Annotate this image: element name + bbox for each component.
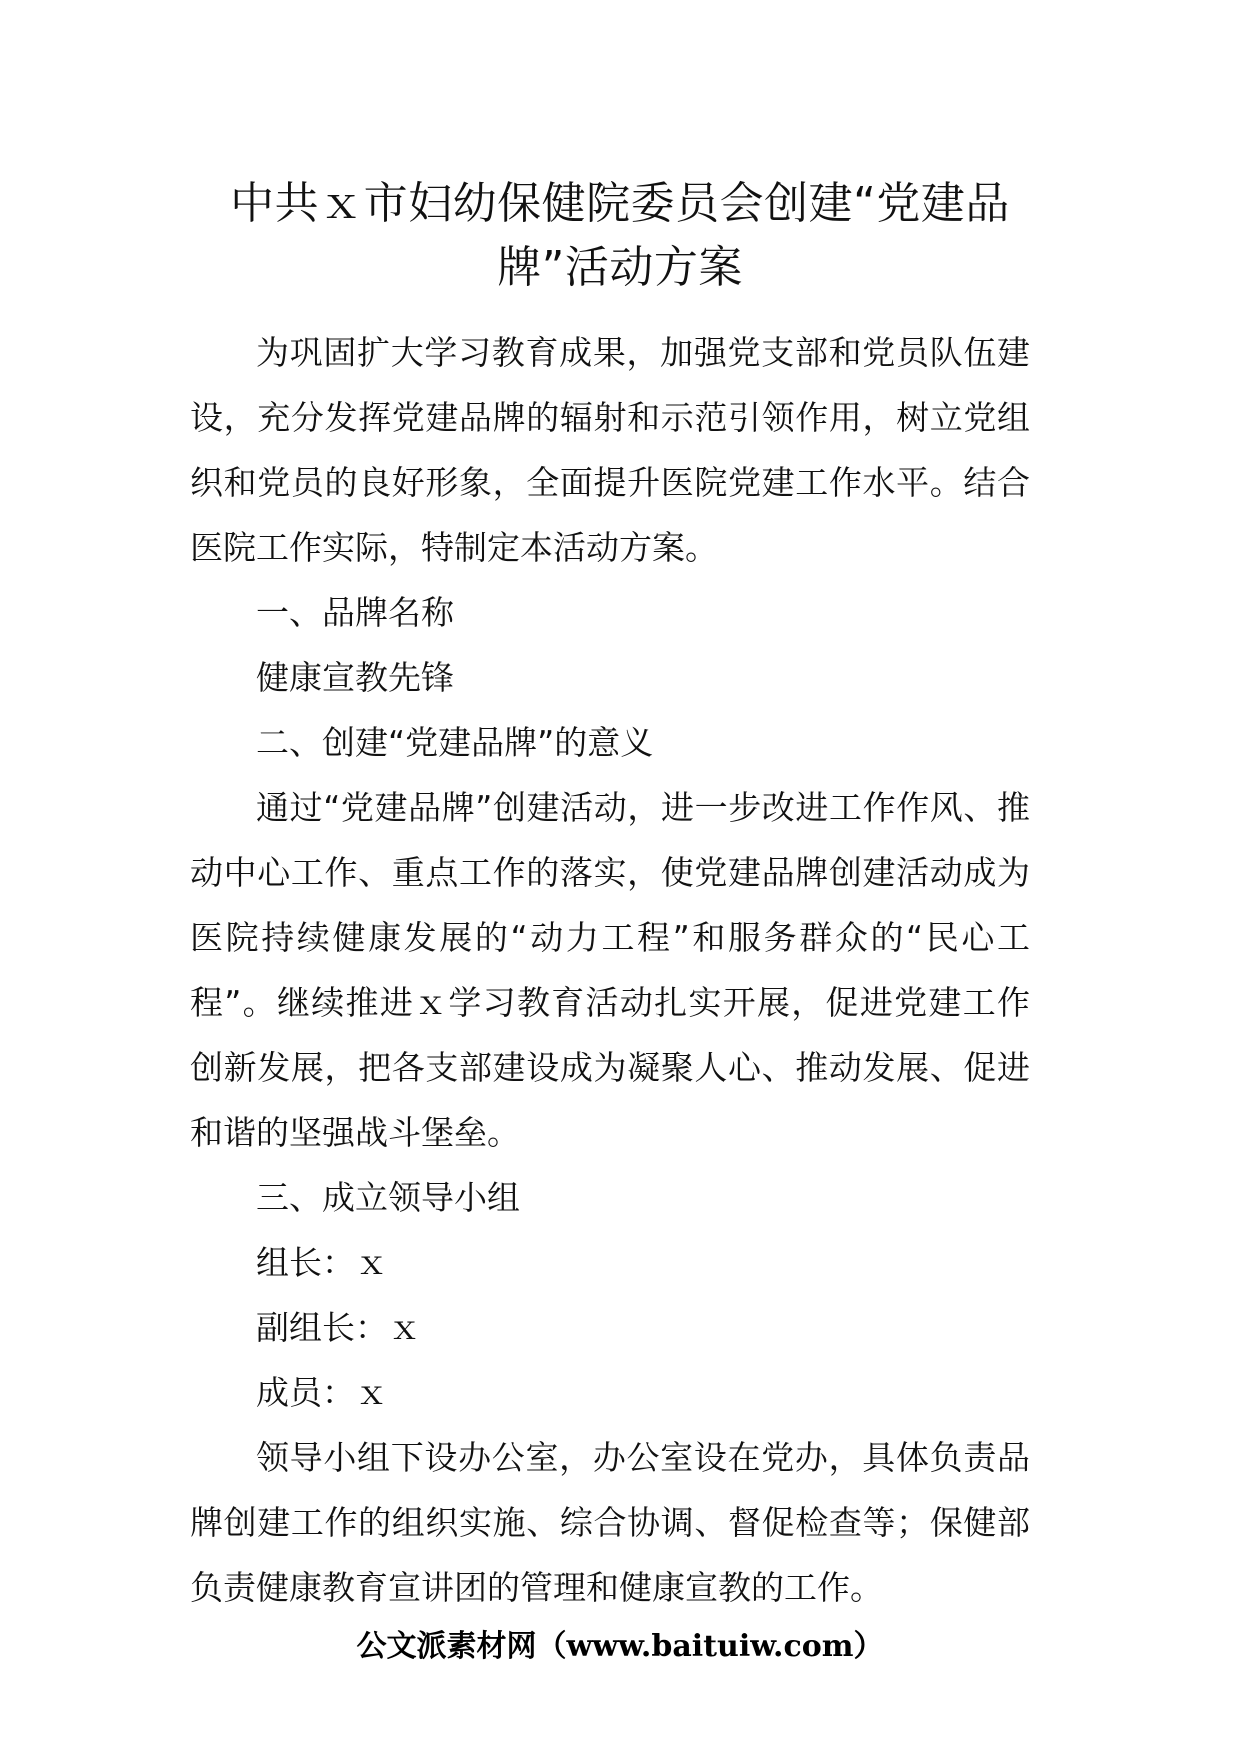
significance-paragraph: 通过“党建品牌”创建活动，进一步改进工作作风、推动中心工作、重点工作的落实，使党建品牌创建活动成为医院持续健康发展的“动力工程”和服务群众的“民心工程”。继续推进ｘ学习教育活动扎实开展，促进党建工作创新发展，把各支部建设成为凝聚人心、推动发展、促进和谐的坚强战斗堡垒。 [190,788,1030,1152]
source-watermark: 公文派素材网（www.baituiw.com） [356,1629,884,1664]
members-line: 成员：ｘ [256,1373,388,1412]
deputy-leader-line: 副组长：ｘ [256,1308,421,1347]
document-title: 中共ｘ市妇幼保健院委员会创建“党建品牌”活动方案 [230,178,1010,293]
section-heading-brand-name: 一、品牌名称 [256,593,454,632]
intro-paragraph: 为巩固扩大学习教育成果，加强党支部和党员队伍建设，充分发挥党建品牌的辐射和示范引领作用，树立党组织和党员的良好形象，全面提升医院党建工作水平。结合医院工作实际，特制定本活动方案。 [190,333,1030,567]
group-leader-line: 组长：ｘ [256,1243,388,1282]
section-heading-leadership-group: 三、成立领导小组 [256,1178,520,1217]
document-body [190,320,1030,1620]
office-responsibility-paragraph: 领导小组下设办公室，办公室设在党办，具体负责品牌创建工作的组织实施、综合协调、督促检查等；保健部负责健康教育宣讲团的管理和健康宣教的工作。 [190,1438,1030,1607]
brand-name-text: 健康宣教先锋 [256,658,454,697]
section-heading-significance: 二、创建“党建品牌”的意义 [256,723,654,762]
